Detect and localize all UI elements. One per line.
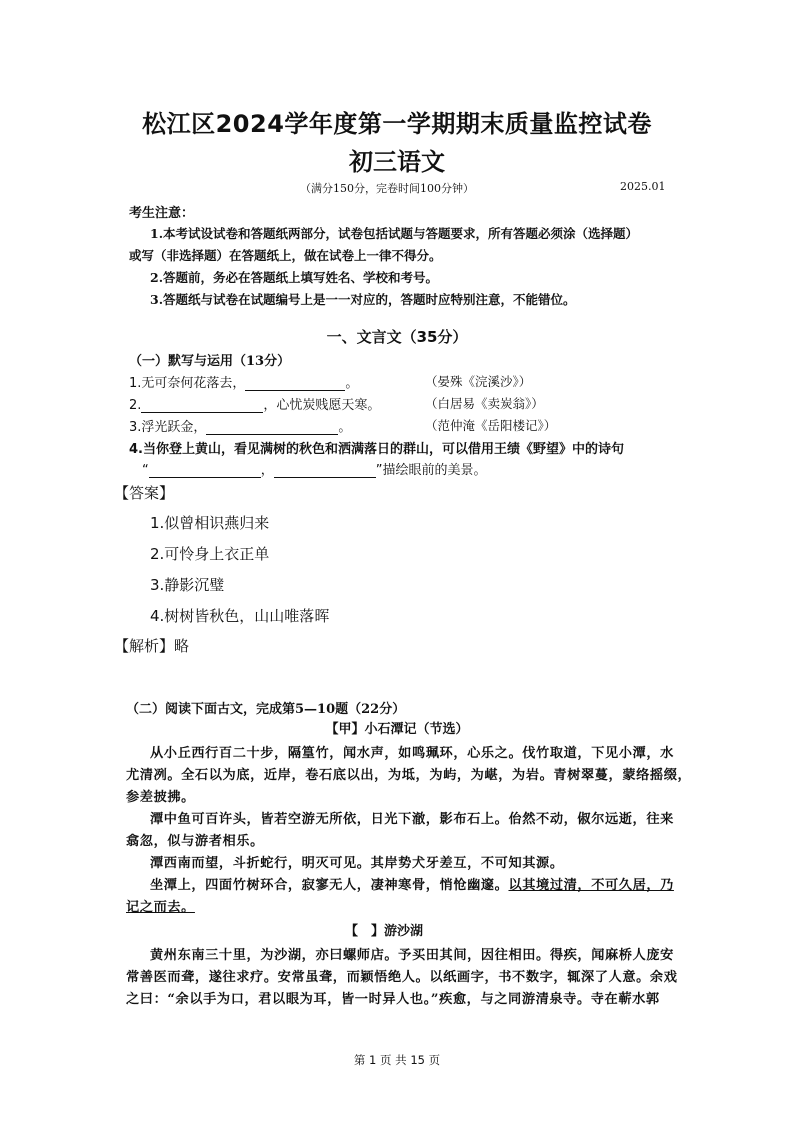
jia-title: 【甲】小石潭记（节选） bbox=[325, 722, 469, 737]
answer-2: 2.可怜身上衣正单 bbox=[150, 545, 270, 563]
notice-line-3: 2.答题前，务必在答题纸上填写姓名、学校和考号。 bbox=[150, 270, 439, 285]
jia-line-5: 翕忽，似与游者相乐。 bbox=[126, 834, 264, 849]
jia-line-6: 潭西南而望，斗折蛇行，明灭可见。其岸势犬牙差互，不可知其源。 bbox=[150, 856, 564, 871]
answer-blank[interactable] bbox=[274, 463, 376, 478]
section-title: 一、文言文（35分） bbox=[326, 328, 468, 346]
answer-blank[interactable] bbox=[245, 376, 345, 391]
source-2: （白居易《卖炭翁》） bbox=[425, 396, 544, 411]
page-footer: 第 1 页 共 15 页 bbox=[353, 1053, 441, 1067]
jia-line-3: 参差披拂。 bbox=[126, 790, 195, 805]
question-3: 3.浮光跃金， 。 bbox=[129, 420, 352, 435]
yi-line-1: 黄州东南三十里，为沙湖，亦曰螺师店。予买田其间，因往相田。得疾，闻麻桥人庞安 bbox=[150, 948, 674, 963]
answer-3: 3.静影沉璧 bbox=[150, 576, 225, 594]
exam-date: 2025.01 bbox=[620, 180, 666, 193]
notice-line-4: 3.答题纸与试卷在试题编号上是一一对应的，答题时应特别注意，不能错位。 bbox=[150, 292, 576, 307]
question-2: 2. ，心忧炭贱愿天寒。 bbox=[129, 398, 381, 413]
jia-line-4: 潭中鱼可百许头，皆若空游无所依，日光下澈，影布石上。佁然不动，俶尔远逝，往来 bbox=[150, 812, 674, 827]
answer-label: 【答案】 bbox=[114, 484, 175, 502]
jia-line-8: 记之而去。 bbox=[126, 900, 195, 915]
score-time-note: （满分150分，完卷时间100分钟） bbox=[300, 182, 474, 195]
part2-title: （二）阅读下面古文，完成第5—10题（22分） bbox=[126, 702, 406, 717]
source-3: （范仲淹《岳阳楼记》） bbox=[425, 418, 557, 433]
answer-blank[interactable] bbox=[206, 420, 338, 435]
jia-line-2: 尤清冽。全石以为底，近岸，卷石底以出，为坻，为屿，为嵁，为岩。青树翠蔓，蒙络摇缀， bbox=[126, 768, 692, 783]
question-4-line-2: “ ， ”描绘眼前的美景。 bbox=[142, 463, 487, 478]
source-1: （晏殊《浣溪沙》） bbox=[425, 374, 532, 389]
question-4-line-1: 4.当你登上黄山，看见满树的秋色和洒满落日的群山，可以借用王绩《野望》中的诗句 bbox=[129, 442, 624, 457]
notice-title: 考生注意： bbox=[129, 206, 195, 221]
exam-subtitle: 初三语文 bbox=[349, 148, 445, 176]
part1-title: （一）默写与运用（13分） bbox=[129, 354, 291, 369]
underlined-sentence: 以其境过清，不可久居，乃 bbox=[508, 878, 674, 893]
answer-blank[interactable] bbox=[149, 463, 261, 478]
jia-line-1: 从小丘西行百二十步，隔篁竹，闻水声，如鸣珮环，心乐之。伐竹取道，下见小潭，水 bbox=[150, 746, 674, 761]
exam-title: 松江区2024学年度第一学期期末质量监控试卷 bbox=[142, 110, 652, 138]
question-1: 1.无可奈何花落去， 。 bbox=[129, 376, 359, 391]
yi-line-2: 常善医而聋，遂往求疗。安常虽聋，而颖悟绝人。以纸画字，书不数字，辄深了人意。余戏 bbox=[126, 970, 678, 985]
answer-1: 1.似曾相识燕归来 bbox=[150, 514, 270, 532]
yi-line-3: 之曰：“余以手为口，君以眼为耳，皆一时异人也。”疾愈，与之同游清泉寺。寺在蕲水郭 bbox=[126, 992, 660, 1007]
answer-4: 4.树树皆秋色，山山唯落晖 bbox=[150, 607, 330, 625]
notice-line-1: 1.本考试设试卷和答题纸两部分，试卷包括试题与答题要求，所有答题必须涂（选择题） bbox=[150, 226, 639, 241]
answer-blank[interactable] bbox=[141, 398, 263, 413]
yi-title: 【 】游沙湖 bbox=[345, 924, 424, 939]
notice-line-2: 或写（非选择题）在答题纸上，做在试卷上一律不得分。 bbox=[129, 248, 442, 263]
jia-line-7: 坐潭上，四面竹树环合，寂寥无人，凄神寒骨，悄怆幽邃。以其境过清，不可久居，乃 bbox=[150, 878, 674, 893]
analysis: 【解析】略 bbox=[114, 637, 190, 655]
